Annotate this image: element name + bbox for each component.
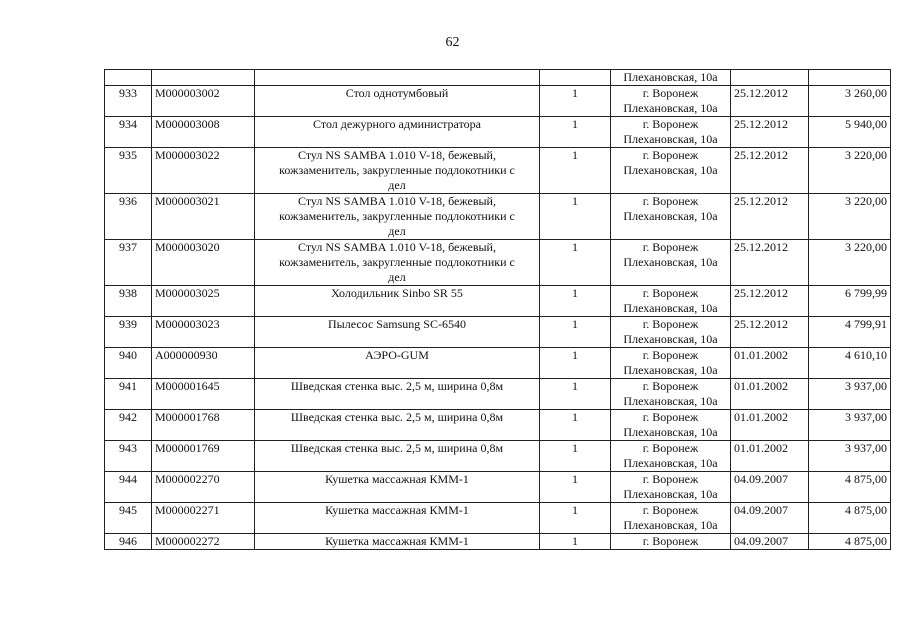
cell-code: М000003020 (152, 240, 255, 286)
cell-address: г. Воронеж Плехановская, 10а (611, 410, 731, 441)
cell-name (255, 70, 540, 86)
cell-address: г. Воронеж Плехановская, 10а (611, 503, 731, 534)
cell-address: г. Воронеж Плехановская, 10а (611, 148, 731, 194)
cell-qty: 1 (540, 379, 611, 410)
cell-num: 934 (105, 117, 152, 148)
table-row (105, 410, 891, 441)
inventory-table-body (105, 70, 891, 550)
table-row (105, 240, 891, 286)
cell-qty: 1 (540, 148, 611, 194)
cell-num: 941 (105, 379, 152, 410)
cell-num: 942 (105, 410, 152, 441)
table-row (105, 286, 891, 317)
cell-name: Шведская стенка выс. 2,5 м, ширина 0,8м (255, 441, 540, 472)
cell-code: М000003025 (152, 286, 255, 317)
cell-name: Пылесос Samsung SC-6540 (255, 317, 540, 348)
cell-price: 3 220,00 (809, 194, 891, 240)
cell-qty: 1 (540, 317, 611, 348)
cell-qty: 1 (540, 86, 611, 117)
cell-code: М000003021 (152, 194, 255, 240)
cell-name: Стол однотумбовый (255, 86, 540, 117)
cell-price: 3 220,00 (809, 240, 891, 286)
cell-code: М000002272 (152, 534, 255, 550)
cell-num: 945 (105, 503, 152, 534)
inventory-table (104, 69, 891, 550)
cell-price: 3 937,00 (809, 379, 891, 410)
cell-qty: 1 (540, 472, 611, 503)
cell-qty: 1 (540, 240, 611, 286)
cell-address: г. Воронеж Плехановская, 10а (611, 117, 731, 148)
cell-price: 4 875,00 (809, 472, 891, 503)
cell-qty: 1 (540, 117, 611, 148)
cell-address: г. Воронеж Плехановская, 10а (611, 379, 731, 410)
cell-name: Шведская стенка выс. 2,5 м, ширина 0,8м (255, 410, 540, 441)
cell-date: 01.01.2002 (731, 348, 809, 379)
cell-date (731, 70, 809, 86)
cell-name: Стол дежурного администратора (255, 117, 540, 148)
cell-address: г. Воронеж Плехановская, 10а (611, 86, 731, 117)
cell-num: 939 (105, 317, 152, 348)
table-row-continuation (105, 70, 891, 86)
cell-num: 933 (105, 86, 152, 117)
cell-name: Холодильник Sinbo SR 55 (255, 286, 540, 317)
cell-price: 3 937,00 (809, 410, 891, 441)
cell-name: Кушетка массажная КММ-1 (255, 534, 540, 550)
cell-qty: 1 (540, 194, 611, 240)
cell-name: Шведская стенка выс. 2,5 м, ширина 0,8м (255, 379, 540, 410)
cell-address: г. Воронеж Плехановская, 10а (611, 194, 731, 240)
cell-address: г. Воронеж Плехановская, 10а (611, 348, 731, 379)
table-row (105, 194, 891, 240)
table-row (105, 148, 891, 194)
cell-date: 01.01.2002 (731, 441, 809, 472)
cell-price: 5 940,00 (809, 117, 891, 148)
cell-name: Стул NS SAMBA 1.010 V-18, бежевый, кожзаменитель, закругленные подлокотники с дел (255, 148, 540, 194)
cell-date: 25.12.2012 (731, 240, 809, 286)
cell-code: М000003008 (152, 117, 255, 148)
cell-price: 3 260,00 (809, 86, 891, 117)
cell-price: 4 875,00 (809, 534, 891, 550)
cell-code: М000002271 (152, 503, 255, 534)
table-row (105, 534, 891, 550)
cell-qty: 1 (540, 441, 611, 472)
cell-qty: 1 (540, 534, 611, 550)
cell-price: 4 799,91 (809, 317, 891, 348)
cell-address: г. Воронеж Плехановская, 10а (611, 240, 731, 286)
cell-price: 3 220,00 (809, 148, 891, 194)
cell-date: 25.12.2012 (731, 86, 809, 117)
cell-name: Кушетка массажная КММ-1 (255, 472, 540, 503)
table-row (105, 441, 891, 472)
cell-address: Плехановская, 10а (611, 70, 731, 86)
cell-code: М000003023 (152, 317, 255, 348)
cell-date: 04.09.2007 (731, 503, 809, 534)
cell-num: 935 (105, 148, 152, 194)
table-row (105, 348, 891, 379)
cell-num: 937 (105, 240, 152, 286)
table-row (105, 317, 891, 348)
cell-price (809, 70, 891, 86)
table-row (105, 117, 891, 148)
cell-qty: 1 (540, 410, 611, 441)
cell-num (105, 70, 152, 86)
cell-code: М000003002 (152, 86, 255, 117)
cell-code: М000001645 (152, 379, 255, 410)
cell-name: Кушетка массажная КММ-1 (255, 503, 540, 534)
cell-date: 25.12.2012 (731, 286, 809, 317)
table-row (105, 86, 891, 117)
cell-date: 25.12.2012 (731, 148, 809, 194)
cell-qty: 1 (540, 286, 611, 317)
cell-price: 6 799,99 (809, 286, 891, 317)
cell-num: 944 (105, 472, 152, 503)
cell-name: Стул NS SAMBA 1.010 V-18, бежевый, кожзаменитель, закругленные подлокотники с дел (255, 240, 540, 286)
cell-date: 25.12.2012 (731, 317, 809, 348)
cell-code: А000000930 (152, 348, 255, 379)
cell-address: г. Воронеж (611, 534, 731, 550)
cell-date: 25.12.2012 (731, 117, 809, 148)
cell-name: Стул NS SAMBA 1.010 V-18, бежевый, кожзаменитель, закругленные подлокотники с дел (255, 194, 540, 240)
cell-date: 04.09.2007 (731, 534, 809, 550)
table-row (105, 503, 891, 534)
cell-price: 4 610,10 (809, 348, 891, 379)
cell-address: г. Воронеж Плехановская, 10а (611, 317, 731, 348)
cell-code: М000002270 (152, 472, 255, 503)
cell-address: г. Воронеж Плехановская, 10а (611, 472, 731, 503)
cell-num: 936 (105, 194, 152, 240)
cell-code (152, 70, 255, 86)
cell-date: 04.09.2007 (731, 472, 809, 503)
cell-date: 25.12.2012 (731, 194, 809, 240)
cell-code: М000003022 (152, 148, 255, 194)
table-row (105, 379, 891, 410)
page-number: 62 (445, 35, 460, 50)
cell-name: АЭРО-GUM (255, 348, 540, 379)
cell-num: 946 (105, 534, 152, 550)
cell-num: 943 (105, 441, 152, 472)
cell-code: М000001769 (152, 441, 255, 472)
cell-code: М000001768 (152, 410, 255, 441)
cell-date: 01.01.2002 (731, 379, 809, 410)
cell-date: 01.01.2002 (731, 410, 809, 441)
cell-qty: 1 (540, 503, 611, 534)
cell-qty: 1 (540, 348, 611, 379)
cell-num: 940 (105, 348, 152, 379)
cell-address: г. Воронеж Плехановская, 10а (611, 286, 731, 317)
cell-price: 3 937,00 (809, 441, 891, 472)
cell-num: 938 (105, 286, 152, 317)
cell-address: г. Воронеж Плехановская, 10а (611, 441, 731, 472)
cell-price: 4 875,00 (809, 503, 891, 534)
cell-qty (540, 70, 611, 86)
table-row (105, 472, 891, 503)
